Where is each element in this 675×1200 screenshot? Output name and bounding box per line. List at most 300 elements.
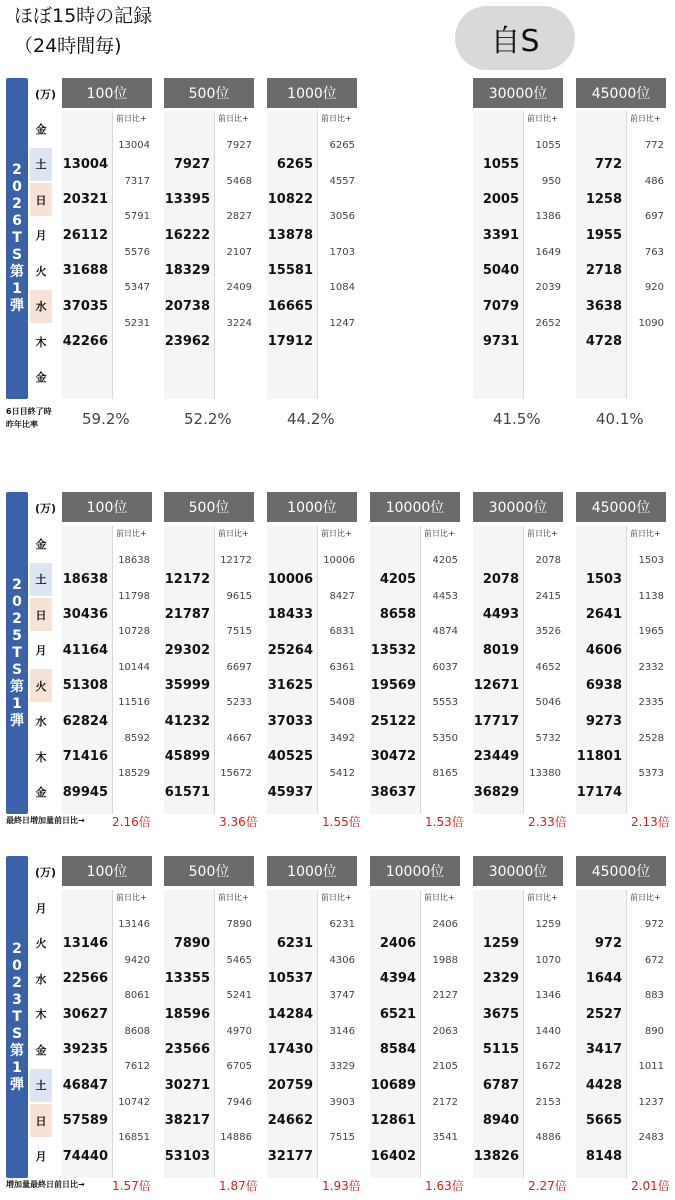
value-cell: 15581 (267, 263, 313, 278)
day-label: 日 (30, 598, 52, 631)
value-cell: 1955 (585, 227, 622, 243)
diff-cell: 2039 (535, 282, 561, 293)
rank-column-header: 30000位 (473, 856, 563, 886)
value-cell: 23449 (473, 749, 519, 764)
value-cell: 26112 (62, 227, 108, 243)
value-cell: 2329 (482, 971, 519, 986)
year-ratio-percent: 52.2% (184, 410, 232, 428)
value-cell: 30436 (62, 607, 108, 622)
unit-label: (万) (35, 502, 57, 515)
unit-label: (万) (35, 866, 57, 879)
section-label-char: 1 (12, 1059, 22, 1076)
values-column (164, 111, 214, 399)
rank-column-header: 30000位 (473, 492, 563, 522)
value-cell: 18433 (267, 607, 313, 622)
rank-column (576, 526, 666, 814)
value-cell: 9731 (482, 334, 519, 349)
diffs-column (420, 890, 460, 1178)
day-label: 火 (35, 264, 47, 278)
section-label-char: 1 (12, 695, 22, 712)
diff-cell: 2415 (535, 590, 561, 602)
diff-cell: 8427 (329, 590, 355, 602)
rank-column (576, 111, 666, 399)
values-column (267, 111, 317, 399)
value-cell: 3417 (585, 1042, 622, 1057)
diffs-column (523, 111, 563, 399)
value-cell: 2406 (379, 935, 416, 951)
diff-cell: 4886 (535, 1132, 561, 1143)
diff-cell: 8592 (124, 732, 150, 744)
diff-cell: 12172 (220, 555, 252, 566)
diff-cell: 1346 (535, 990, 561, 1001)
diff-cell: 2409 (226, 282, 252, 293)
section-label-bar (6, 492, 28, 814)
diffs-column (626, 890, 666, 1178)
diff-cell: 10728 (118, 626, 150, 637)
diff-cell: 5732 (535, 732, 561, 744)
day-label: 水 (35, 715, 47, 728)
diff-cell: 1090 (638, 317, 664, 329)
diffs-column (112, 526, 152, 814)
value-cell: 13004 (62, 156, 108, 172)
diff-cell: 10006 (323, 555, 355, 566)
diff-cell: 1084 (329, 282, 355, 293)
final-day-ratio: 1.93倍 (322, 1179, 361, 1193)
value-cell: 13532 (370, 642, 416, 658)
diff-cell: 1237 (638, 1096, 664, 1108)
section-label-char: 0 (12, 179, 22, 195)
value-cell: 7079 (482, 298, 519, 314)
diff-header: 前日比+ (527, 893, 558, 902)
value-cell: 39235 (62, 1042, 108, 1057)
diff-cell: 920 (644, 282, 664, 293)
diffs-column (317, 890, 357, 1178)
rank-column (164, 890, 254, 1178)
values-column (576, 526, 626, 814)
value-cell: 4493 (482, 607, 519, 622)
value-cell: 1055 (482, 156, 519, 172)
section-label-char: 2 (12, 610, 22, 627)
diff-cell: 13004 (118, 140, 150, 151)
value-cell: 2718 (585, 263, 622, 278)
final-day-ratio: 1.87倍 (219, 1179, 258, 1193)
value-cell: 30271 (164, 1077, 210, 1093)
diff-cell: 883 (644, 990, 664, 1001)
diffs-column (523, 890, 563, 1178)
value-cell: 38637 (370, 784, 416, 800)
diff-cell: 3903 (329, 1096, 355, 1108)
diff-cell: 697 (644, 211, 664, 222)
value-cell: 20321 (62, 192, 108, 207)
value-cell: 18329 (164, 263, 210, 278)
rank-column (164, 526, 254, 814)
values-column (473, 111, 523, 399)
section-label-char: 2 (12, 162, 22, 178)
values-column (473, 526, 523, 814)
value-cell: 12861 (370, 1113, 416, 1128)
rank-column (267, 526, 357, 814)
value-cell: 7890 (173, 935, 210, 951)
value-cell: 4428 (585, 1077, 622, 1093)
diff-cell: 5553 (432, 697, 458, 708)
diff-cell: 1672 (535, 1061, 561, 1072)
day-label: 金 (35, 371, 47, 384)
unit-label: (万) (35, 88, 57, 101)
rank-column-header: 100位 (62, 78, 152, 108)
value-cell: 24662 (267, 1113, 313, 1128)
values-column (267, 890, 317, 1178)
values-column (62, 526, 112, 814)
value-cell: 61571 (164, 784, 210, 800)
value-cell: 3638 (585, 298, 622, 314)
diff-cell: 2406 (432, 919, 458, 930)
final-day-ratio: 2.33倍 (528, 815, 567, 829)
day-label: 月 (35, 229, 47, 242)
rank-column-header: 1000位 (267, 492, 357, 522)
rank-column-header: 10000位 (370, 856, 460, 886)
day-label: 金 (35, 1043, 47, 1057)
diff-cell: 5412 (329, 768, 355, 779)
rank-column-header: 100位 (62, 492, 152, 522)
day-label: 日 (30, 1104, 52, 1137)
diff-header: 前日比+ (116, 529, 147, 538)
diff-header: 前日比+ (424, 529, 455, 538)
value-cell: 5665 (585, 1113, 622, 1128)
diffs-column (112, 890, 152, 1178)
rank-column-header: 10000位 (370, 492, 460, 522)
value-cell: 45899 (164, 749, 210, 764)
page-title: ほぼ15時の記録 (14, 5, 153, 27)
day-label: 月 (35, 644, 47, 657)
diff-cell: 3146 (329, 1025, 355, 1037)
rank-column-header: 45000位 (576, 856, 666, 886)
diff-cell: 1649 (535, 246, 561, 258)
diff-header: 前日比+ (218, 529, 249, 538)
value-cell: 41232 (164, 713, 210, 729)
diff-cell: 9615 (226, 590, 252, 602)
diff-cell: 3224 (226, 317, 252, 329)
section-label-char: 第 (10, 264, 24, 280)
year-ratio-percent: 44.2% (287, 410, 335, 428)
diff-cell: 8165 (432, 768, 458, 779)
value-cell: 12671 (473, 678, 519, 693)
section-label-char: 第 (10, 1042, 24, 1059)
footer-label: 6日目終了時 (6, 407, 52, 416)
value-cell: 8019 (482, 642, 519, 658)
diff-cell: 5408 (329, 697, 355, 708)
diff-cell: 1988 (432, 954, 458, 966)
value-cell: 2641 (585, 607, 622, 622)
diff-cell: 5468 (226, 175, 252, 187)
diff-cell: 1138 (638, 590, 664, 602)
diff-cell: 7317 (124, 175, 150, 187)
diff-cell: 18529 (118, 768, 150, 779)
rank-column (370, 890, 460, 1178)
value-cell: 10689 (370, 1077, 416, 1093)
value-cell: 19569 (370, 678, 416, 693)
value-cell: 29302 (164, 642, 210, 658)
diff-cell: 4557 (329, 175, 355, 187)
value-cell: 41164 (62, 642, 108, 658)
section-label-bar (6, 78, 28, 399)
final-day-ratio: 1.57倍 (112, 1179, 151, 1193)
diff-cell: 1259 (535, 919, 561, 930)
value-cell: 10537 (267, 971, 313, 986)
section-label-char: 6 (12, 213, 22, 229)
value-cell: 10822 (267, 192, 313, 207)
value-cell: 17912 (267, 334, 313, 349)
diff-cell: 5046 (535, 697, 561, 708)
final-day-ratio: 2.16倍 (112, 815, 151, 829)
value-cell: 22566 (62, 971, 108, 986)
value-cell: 4606 (585, 642, 622, 658)
value-cell: 13355 (164, 971, 210, 986)
diff-cell: 4306 (329, 954, 355, 966)
diff-cell: 14886 (220, 1132, 252, 1143)
diff-cell: 9420 (124, 954, 150, 966)
rank-column-header: 100位 (62, 856, 152, 886)
diff-cell: 3541 (432, 1132, 458, 1143)
diff-cell: 5231 (124, 317, 150, 329)
value-cell: 6787 (482, 1077, 519, 1093)
diff-cell: 2483 (638, 1132, 664, 1143)
section-label-char: S (11, 661, 23, 678)
diff-cell: 2153 (535, 1096, 561, 1108)
diff-cell: 3056 (329, 211, 355, 222)
diff-cell: 6037 (432, 661, 458, 673)
diff-cell: 890 (644, 1025, 664, 1037)
day-label: 月 (35, 1150, 47, 1163)
rank-column (473, 526, 563, 814)
final-day-ratio: 2.13倍 (631, 815, 670, 829)
value-cell: 772 (594, 156, 622, 172)
diff-header: 前日比+ (321, 893, 352, 902)
value-cell: 972 (594, 935, 622, 951)
values-column (164, 890, 214, 1178)
day-label: 土 (30, 1069, 52, 1102)
day-label: 金 (35, 122, 47, 136)
value-cell: 3391 (482, 227, 519, 243)
section-label-char: 0 (12, 957, 22, 974)
diff-cell: 6361 (329, 661, 355, 673)
diff-cell: 8608 (124, 1025, 150, 1037)
value-cell: 8940 (482, 1113, 519, 1128)
day-label: 木 (35, 750, 47, 764)
value-cell: 14284 (267, 1006, 313, 1022)
values-column (576, 111, 626, 399)
rank-column (267, 890, 357, 1178)
diff-header: 前日比+ (527, 114, 558, 123)
diff-cell: 6265 (329, 140, 355, 151)
value-cell: 71416 (62, 749, 108, 764)
diff-cell: 2107 (226, 246, 252, 258)
diff-cell: 6705 (226, 1061, 252, 1072)
day-label: 木 (35, 1008, 47, 1021)
diff-cell: 5576 (124, 246, 150, 258)
diff-cell: 10742 (118, 1096, 150, 1108)
rank-column-header: 500位 (164, 78, 254, 108)
diff-header: 前日比+ (630, 893, 661, 902)
value-cell: 38217 (164, 1113, 210, 1128)
diff-cell: 5350 (432, 732, 458, 744)
diff-cell: 3492 (329, 732, 355, 744)
rank-column-header: 500位 (164, 492, 254, 522)
value-cell: 17174 (576, 784, 622, 800)
diff-cell: 5373 (638, 768, 664, 779)
rank-column (370, 526, 460, 814)
value-cell: 23962 (164, 334, 210, 349)
diff-header: 前日比+ (218, 893, 249, 902)
value-cell: 16222 (164, 227, 210, 243)
final-day-ratio: 3.36倍 (219, 815, 258, 829)
value-cell: 4394 (379, 971, 416, 986)
day-label: 土 (30, 148, 52, 181)
diffs-column (112, 111, 152, 399)
diffs-column (317, 526, 357, 814)
day-label: 土 (30, 563, 52, 596)
diff-cell: 2063 (432, 1025, 458, 1037)
value-cell: 53103 (164, 1148, 210, 1164)
value-cell: 36829 (473, 784, 519, 800)
values-column (267, 526, 317, 814)
values-column (370, 526, 420, 814)
section-label-bar (6, 856, 28, 1178)
day-label: 金 (35, 786, 47, 799)
diff-cell: 1011 (638, 1061, 664, 1072)
value-cell: 2078 (482, 571, 519, 587)
value-cell: 74440 (62, 1148, 108, 1164)
day-label: 日 (30, 183, 52, 216)
diff-cell: 5465 (226, 954, 252, 966)
year-ratio-percent: 59.2% (82, 410, 130, 428)
value-cell: 25122 (370, 713, 416, 729)
values-column (473, 890, 523, 1178)
value-cell: 25264 (267, 642, 313, 658)
rank-column-header: 45000位 (576, 492, 666, 522)
section-label-char: S (11, 247, 23, 263)
day-label: 水 (30, 290, 52, 323)
rank-column (62, 890, 152, 1178)
value-cell: 5040 (482, 263, 519, 278)
value-cell: 45937 (267, 784, 313, 800)
diff-cell: 1440 (535, 1025, 561, 1037)
day-label: 金 (35, 537, 47, 551)
diff-cell: 2172 (432, 1096, 458, 1108)
diff-cell: 7515 (226, 626, 252, 637)
value-cell: 57589 (62, 1113, 108, 1128)
day-label: 月 (35, 901, 47, 915)
value-cell: 89945 (62, 784, 108, 800)
value-cell: 9273 (585, 713, 622, 729)
diff-header: 前日比+ (321, 114, 352, 123)
value-cell: 3675 (482, 1006, 519, 1022)
diff-cell: 13146 (118, 919, 150, 930)
diff-header: 前日比+ (630, 529, 661, 538)
value-cell: 6265 (276, 156, 313, 172)
value-cell: 31625 (267, 678, 313, 693)
self-badge: 自S (455, 6, 575, 70)
section-label-char: 弾 (10, 1076, 24, 1093)
diff-cell: 5233 (226, 697, 252, 708)
day-label: 火 (30, 669, 52, 702)
value-cell: 4728 (585, 334, 622, 349)
values-column (576, 890, 626, 1178)
section-label-char: T (12, 230, 22, 246)
value-cell: 18638 (62, 571, 108, 587)
rank-column-header: 30000位 (473, 78, 563, 108)
diffs-column (214, 890, 254, 1178)
value-cell: 1503 (585, 571, 622, 587)
section-label-char: 3 (12, 991, 22, 1008)
section-label-char: T (12, 644, 22, 661)
diff-cell: 2528 (638, 732, 664, 744)
diff-cell: 4970 (226, 1025, 252, 1037)
value-cell: 18596 (164, 1006, 210, 1022)
diff-cell: 2652 (535, 317, 561, 329)
rank-column (164, 111, 254, 399)
section-label-char: 2 (12, 940, 22, 957)
value-cell: 23566 (164, 1042, 210, 1057)
final-day-ratio: 1.63倍 (425, 1179, 464, 1193)
value-cell: 40525 (267, 749, 313, 764)
value-cell: 42266 (62, 334, 108, 349)
diffs-column (523, 526, 563, 814)
section-label-char: 2 (12, 974, 22, 991)
value-cell: 2527 (585, 1006, 622, 1022)
value-cell: 13826 (473, 1148, 519, 1164)
diff-cell: 3329 (329, 1061, 355, 1072)
diff-cell: 7946 (226, 1096, 252, 1108)
diffs-column (420, 526, 460, 814)
final-day-ratio: 1.53倍 (425, 815, 464, 829)
value-cell: 21787 (164, 607, 210, 622)
value-cell: 37033 (267, 713, 313, 729)
section-label-char: 1 (12, 281, 22, 297)
diff-cell: 2827 (226, 211, 252, 222)
diff-cell: 10144 (118, 661, 150, 673)
diffs-column (214, 111, 254, 399)
rank-column-header: 500位 (164, 856, 254, 886)
diff-cell: 1070 (535, 954, 561, 966)
values-column (370, 890, 420, 1178)
diff-cell: 950 (541, 175, 561, 187)
values-column (62, 890, 112, 1178)
diff-cell: 3526 (535, 626, 561, 637)
diff-cell: 1703 (329, 246, 355, 258)
value-cell: 2005 (482, 192, 519, 207)
diff-cell: 2105 (432, 1061, 458, 1072)
value-cell: 32177 (267, 1148, 313, 1164)
diff-cell: 3747 (329, 990, 355, 1001)
day-label: 火 (35, 937, 47, 950)
diff-cell: 4205 (432, 555, 458, 566)
value-cell: 8658 (379, 607, 416, 622)
section-label-char: 弾 (10, 712, 24, 729)
diff-cell: 972 (644, 919, 664, 930)
diff-cell: 5791 (124, 211, 150, 222)
value-cell: 7927 (173, 156, 210, 172)
value-cell: 30472 (370, 749, 416, 764)
diff-header: 前日比+ (218, 114, 249, 123)
value-cell: 8148 (585, 1148, 622, 1164)
value-cell: 12172 (164, 571, 210, 587)
diff-header: 前日比+ (424, 893, 455, 902)
rank-column (62, 111, 152, 399)
value-cell: 11801 (576, 749, 622, 764)
section-label-char: 0 (12, 593, 22, 610)
section-label-char: 2 (12, 196, 22, 212)
value-cell: 5115 (482, 1042, 519, 1057)
